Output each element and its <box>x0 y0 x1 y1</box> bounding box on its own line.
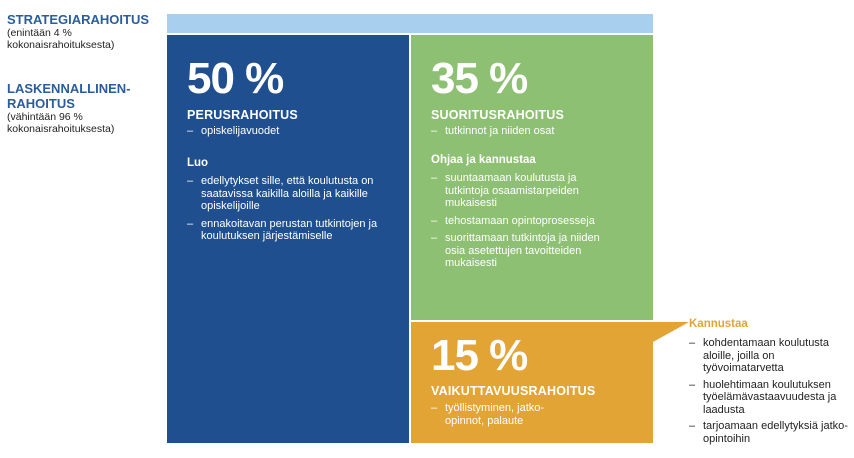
strategiarahoitus-title: STRATEGIARAHOITUS <box>7 12 150 27</box>
list-item: – suorittamaan tutkintoja ja niiden osia asetettujen tavoitteiden mukaisesti <box>431 232 611 270</box>
list-item: – tehostamaan opintoprosesseja <box>431 215 611 228</box>
perusrahoitus-title: PERUSRAHOITUS <box>187 108 298 122</box>
kannustaa-callout <box>689 318 849 449</box>
list-item: – työllistyminen, jatko-opinnot, palaute <box>431 402 581 427</box>
suoritusrahoitus-percent: 35 % <box>431 54 528 103</box>
vaikuttavuusrahoitus-percent: 15 % <box>431 331 528 380</box>
callout-pointer <box>639 318 689 348</box>
list-item: – ennakoitavan perustan tutkintojen ja koulutuksen järjestämiselle <box>187 218 387 243</box>
list-item: – opiskelijavuodet <box>187 125 397 138</box>
perusrahoitus-items <box>187 125 397 143</box>
suoritusrahoitus-box <box>411 35 653 320</box>
perusrahoitus-subhead: Luo <box>187 157 209 169</box>
suoritusrahoitus-subhead: Ohjaa ja kannustaa <box>431 154 536 166</box>
suoritusrahoitus-subitems <box>431 172 611 275</box>
laskennallinen-rahoitus-note: (vähintään 96 % kokonaisrahoituksesta) <box>7 111 115 135</box>
vaikuttavuusrahoitus-title: VAIKUTTAVUUSRAHOITUS <box>431 384 596 398</box>
list-item: – huolehtimaan koulutuksen työelämävastaavuudesta ja laadusta <box>689 379 849 417</box>
suoritusrahoitus-items <box>431 125 641 143</box>
vaikuttavuusrahoitus-items <box>431 402 581 432</box>
perusrahoitus-subitems <box>187 175 387 248</box>
strategiarahoitus-label <box>7 12 157 51</box>
perusrahoitus-box <box>167 35 409 443</box>
kannustaa-items <box>689 337 849 445</box>
laskennallinen-rahoitus-title: LASKENNALLINEN- RAHOITUS <box>7 81 131 111</box>
list-item: – kohdentamaan koulutusta aloille, joilla on työvoimatarvetta <box>689 337 849 375</box>
strategiarahoitus-strip <box>167 14 653 33</box>
strategiarahoitus-note: (enintään 4 % kokonaisrahoituksesta) <box>7 27 115 51</box>
list-item: – tutkinnot ja niiden osat <box>431 125 641 138</box>
laskennallinen-rahoitus-label <box>7 81 157 135</box>
kannustaa-subhead: Kannustaa <box>689 318 748 330</box>
vaikuttavuusrahoitus-box <box>411 322 653 443</box>
suoritusrahoitus-title: SUORITUSRAHOITUS <box>431 108 565 122</box>
perusrahoitus-percent: 50 % <box>187 54 284 103</box>
list-item: – suuntaamaan koulutusta ja tutkintoja osaamistarpeiden mukaisesti <box>431 172 611 210</box>
list-item: – edellytykset sille, että koulutusta on saatavissa kaikilla aloilla ja kaikille opiskelijoille <box>187 175 387 213</box>
list-item: – tarjoamaan edellytyksiä jatko-opintoihin <box>689 420 849 445</box>
